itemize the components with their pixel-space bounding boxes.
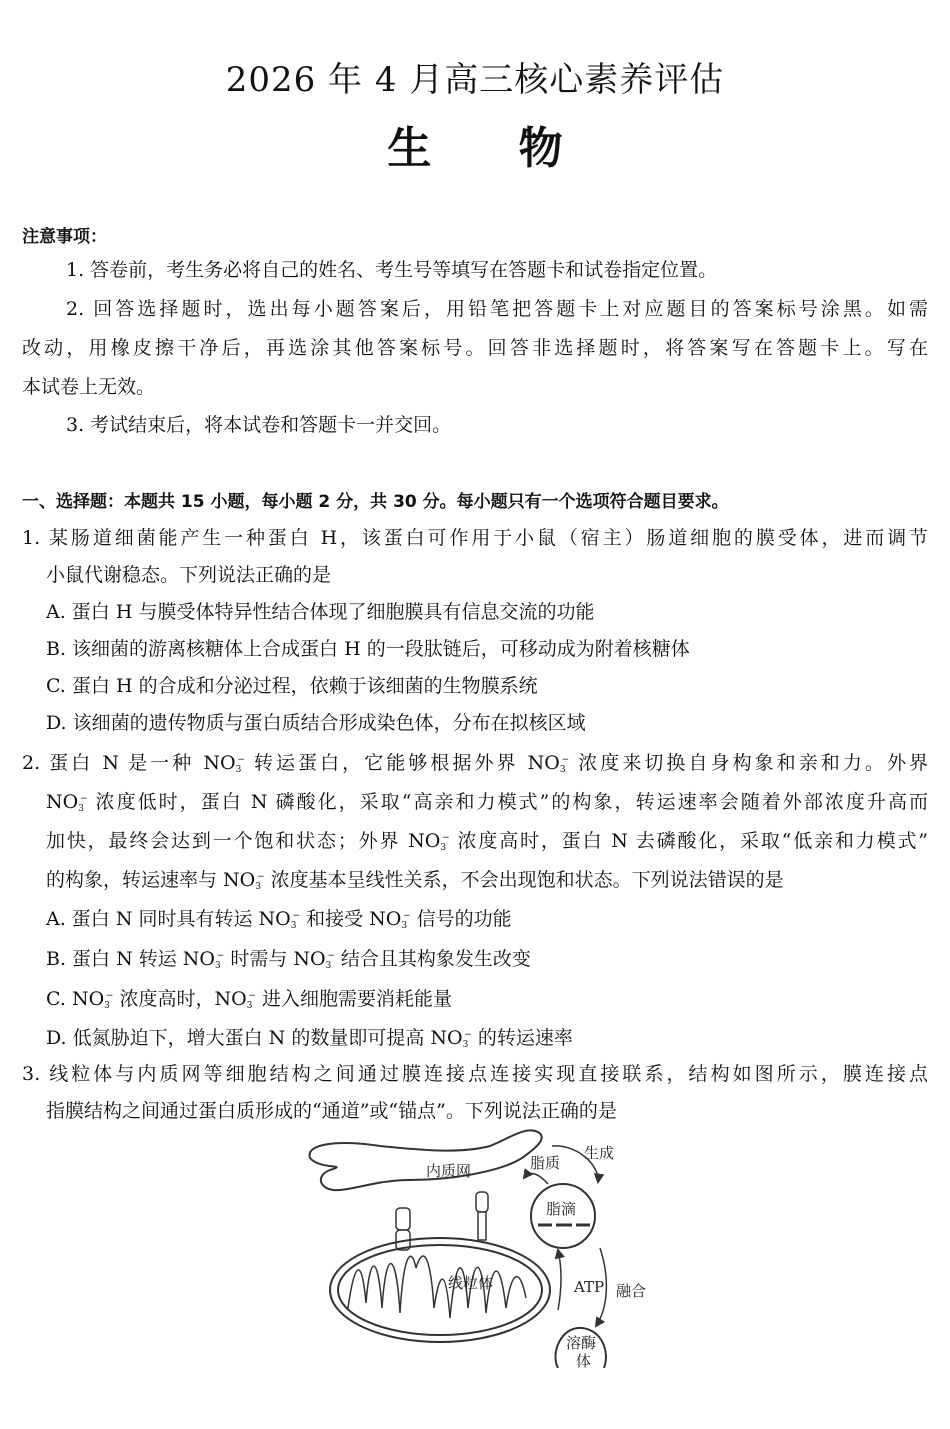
q2-stem-line-2 — [46, 787, 928, 821]
notice-item-2-line-1: 2. 回答选择题时，选出每小题答案后，用铅笔把答题卡上对应题目的答案标号涂黑。如需 — [66, 298, 928, 320]
q2-text: 浓度高时，蛋白 N 去磷酸化，采取“低亲和力模式” — [449, 830, 928, 852]
mitochondrion-shape — [330, 1238, 550, 1342]
exam-title: 2026 年 4 月高三核心素养评估 — [225, 60, 725, 100]
q3-stem-line-1: 3. 线粒体与内质网等细胞结构之间通过膜连接点连接实现直接联系，结构如图所示，膜连接点 — [22, 1063, 928, 1085]
q2-option-c: C. $NO_3^-$ 浓度高时，$NO_3^-$ 进入细胞需要消耗能量 — [46, 984, 452, 1018]
q3-stem-line-2: 指膜结构之间通过蛋白质形成的“通道”或“锚点”。下列说法正确的是 — [46, 1100, 617, 1122]
notice-item-2-line-2: 改动，用橡皮擦干净后，再选涂其他答案标号。回答非选择题时，将答案写在答题卡上。写在 — [22, 337, 928, 359]
q2-stem-line-4 — [46, 865, 784, 899]
label-lysosome-1: 溶酶 — [566, 1334, 597, 1352]
subject-title: 生 物 — [387, 123, 599, 174]
q1-option-c: C. 蛋白 H 的合成和分泌过程，依赖于该细菌的生物膜系统 — [46, 675, 538, 697]
label-mitochondrion: 线粒体 — [448, 1274, 494, 1292]
endoplasmic-reticulum-shape — [310, 1130, 542, 1190]
no3-formula: $NO_3^-$ — [527, 752, 570, 775]
q2-text: 的构象，转运速率与 — [46, 869, 224, 891]
notice-item-1: 1. 答卷前，考生务必将自己的姓名、考生号等填写在答题卡和试卷指定位置。 — [66, 259, 718, 281]
no3-formula: $NO_3^-$ — [182, 948, 225, 971]
q1-option-a: A. 蛋白 H 与膜受体特异性结合体现了细胞膜具有信息交流的功能 — [46, 601, 595, 623]
label-er: 内质网 — [426, 1162, 472, 1180]
q1-option-b: B. 该细菌的游离核糖体上合成蛋白 H 的一段肽链后，可移动成为附着核糖体 — [46, 638, 690, 660]
no3-formula: $NO_3^-$ — [71, 988, 114, 1011]
no3-formula: $NO_3^-$ — [46, 791, 88, 814]
q2-stem-line-3 — [46, 826, 928, 860]
no3-formula: $NO_3^-$ — [258, 908, 301, 931]
q2-text: 2. 蛋白 N 是一种 — [22, 752, 204, 774]
notice-item-2-line-3: 本试卷上无效。 — [22, 376, 156, 398]
q2-option-d: D. 低氮胁迫下，增大蛋白 N 的数量即可提高 $NO_3^-$ 的转运速率 — [46, 1023, 573, 1057]
q2-text: 转运蛋白，它能够根据外界 — [244, 752, 528, 774]
no3-formula: $NO_3^-$ — [223, 869, 265, 892]
q2-text: 浓度低时，蛋白 N 磷酸化，采取“高亲和力模式”的构象，转运速率会随着外部浓度升高而 — [87, 791, 928, 813]
q2-option-b: B. 蛋白 N 转运 $NO_3^-$ 时需与 $NO_3^-$ 结合且其构象发生改变 — [46, 944, 531, 978]
no3-formula: $NO_3^-$ — [369, 908, 411, 931]
section-heading: 一、选择题：本题共 15 小题，每小题 2 分，共 30 分。每小题只有一个选项符合题目要求。 — [22, 492, 729, 512]
no3-formula: $NO_3^-$ — [408, 830, 450, 853]
label-fusion: 融合 — [616, 1282, 647, 1300]
no3-formula: $NO_3^-$ — [203, 752, 245, 775]
q2-stem-line-1 — [22, 748, 928, 782]
notice-title: 注意事项： — [22, 227, 107, 247]
q2-option-a: A. 蛋白 N 同时具有转运 $NO_3^-$ 和接受 $NO_3^-$ 信号的功能 — [46, 904, 512, 938]
q2-text: 浓度基本呈线性关系，不会出现饱和状态。下列说法错误的是 — [264, 869, 784, 891]
label-lipid: 脂质 — [530, 1154, 561, 1172]
no3-formula: $NO_3^-$ — [293, 948, 335, 971]
q2-text: 浓度来切换自身构象和亲和力。外界 — [569, 752, 928, 774]
process-arrows — [524, 1146, 606, 1326]
label-generate: 生成 — [584, 1144, 615, 1162]
q1-stem-line-1: 1. 某肠道细菌能产生一种蛋白 H，该蛋白可作用于小鼠（宿主）肠道细胞的膜受体，进而调节 — [22, 527, 928, 549]
label-lysosome-2: 体 — [576, 1352, 592, 1368]
label-lipid-droplet: 脂滴 — [546, 1200, 577, 1218]
label-atp: ATP — [574, 1278, 605, 1296]
q1-option-d: D. 该细菌的遗传物质与蛋白质结合形成染色体，分布在拟核区域 — [46, 712, 586, 734]
no3-formula: $NO_3^-$ — [214, 988, 256, 1011]
notice-item-3: 3. 考试结束后，将本试卷和答题卡一并交回。 — [66, 414, 452, 436]
organelle-contact-figure — [300, 1118, 660, 1368]
q2-text: 加快，最终会达到一个饱和状态；外界 — [46, 830, 409, 852]
q1-stem-line-2: 小鼠代谢稳态。下列说法正确的是 — [46, 564, 332, 586]
no3-formula: $NO_3^-$ — [430, 1027, 472, 1050]
